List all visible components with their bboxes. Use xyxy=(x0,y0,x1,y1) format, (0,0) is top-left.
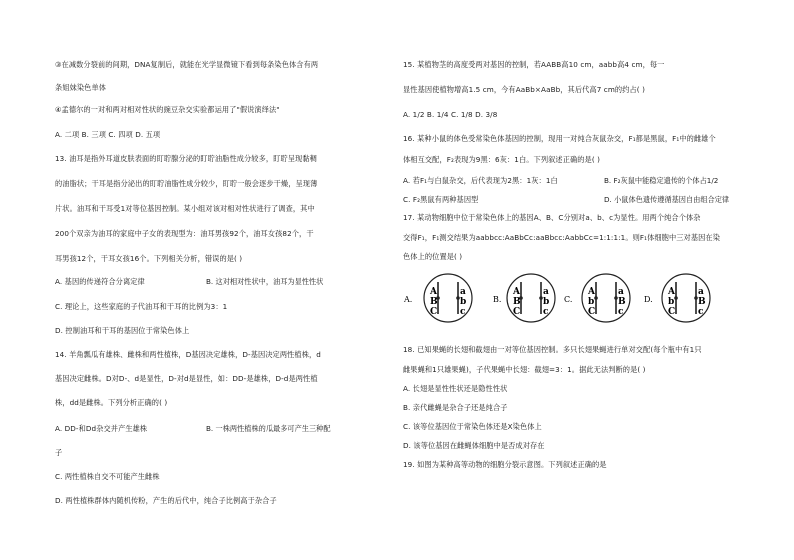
q13-stem-line-1: 13. 油耳是指外耳道皮肤表面的盯聍腺分泌的盯聍油脂性成分较多，盯聍呈现黏稠 xyxy=(55,154,317,163)
gene-label: c xyxy=(698,307,704,317)
gene-label: a xyxy=(698,287,704,297)
q17-stem-line-3: 色体上的位置是( ) xyxy=(403,252,463,261)
q18-option-c: C. 该等位基因位于常染色体还是X染色体上 xyxy=(403,422,542,431)
q15-stem-line-1: 15. 某植物茎的高度受两对基因的控制，若AABB高10 cm，aabb高4 cm，每一 xyxy=(403,60,665,69)
q12-statement-4: ④孟德尔的一对和两对相对性状的豌豆杂交实验都运用了"假说演绎法" xyxy=(55,105,280,114)
gene-label: C xyxy=(430,307,438,317)
q14-stem-line-2: 基因决定雌株。D对D-、d是显性，D-对d是显性，如：DD-是雄株，D-d是两性植 xyxy=(55,374,318,383)
gene-label: b xyxy=(588,297,595,307)
gene-label: a xyxy=(618,287,624,297)
q17-cell-b xyxy=(507,274,555,322)
gene-label: A xyxy=(668,287,675,297)
q13-option-d: D. 控制油耳和干耳的基因位于常染色体上 xyxy=(55,326,190,335)
gene-label: C xyxy=(588,307,596,317)
q18-option-d: D. 该等位基因在雌蝇体细胞中是否成对存在 xyxy=(403,441,545,450)
q13-stem-line-3: 片状。油耳和干耳受1对等位基因控制。某小组对该对相对性状进行了调查，其中 xyxy=(55,204,315,213)
gene-label: C xyxy=(513,307,521,317)
q15-options: A. 1/2 B. 1/4 C. 1/8 D. 3/8 xyxy=(403,110,498,119)
q18-option-b: B. 亲代雌蝇是杂合子还是纯合子 xyxy=(403,403,508,412)
q17-choice-letter-a: A. xyxy=(404,295,413,304)
q18-stem-line-1: 18. 已知果蝇的长翅和截翅由一对等位基因控制。多只长翅果蝇进行单对交配(每个瓶中有1只 xyxy=(403,345,702,354)
q16-stem-line-1: 16. 某种小鼠的体色受常染色体基因的控制，现用一对纯合灰鼠杂交，F₁都是黑鼠，F₁中的雌雄个 xyxy=(403,134,716,143)
gene-label: A xyxy=(513,287,520,297)
q17-choice-letter-c: C. xyxy=(564,295,573,304)
q13-option-c: C. 理论上，这些家庭的子代油耳和干耳的比例为3：1 xyxy=(55,302,228,311)
gene-label: a xyxy=(543,287,549,297)
q16-option-c: C. F₂黑鼠有两种基因型 xyxy=(403,195,479,204)
q17-stem-line-1: 17. 某动物细胞中位于常染色体上的基因A、B、C分别对a、b、c为显性。用两个纯合个体杂 xyxy=(403,213,701,222)
gene-label: C xyxy=(668,307,676,317)
q16-option-a: A. 若F₁与白鼠杂交，后代表现为2黑：1灰：1白 xyxy=(403,176,558,185)
q14-stem-line-1: 14. 羊角瓢瓜有雄株、雌株和两性植株，D基因决定雄株，D-基因决定两性植株，d xyxy=(55,350,321,359)
gene-label: b xyxy=(543,297,550,307)
q14-option-a: A. DD-和Dd杂交并产生雄株 xyxy=(55,424,148,433)
q17-cell-a xyxy=(424,274,472,322)
q16-stem-line-2: 体相互交配，F₂表现为9黑：6灰：1白。下列叙述正确的是( ) xyxy=(403,155,601,164)
q13-stem-line-5: 耳男孩12个，干耳女孩16个。下列相关分析，错误的是( ) xyxy=(55,254,243,263)
q14-option-b-continued: 子 xyxy=(55,448,63,457)
q17-choice-letter-d: D. xyxy=(644,295,653,304)
q12-statement-3-line-1: ③在减数分裂前的间期，DNA复制后，就能在光学显微镜下看到每条染色体含有两 xyxy=(55,60,319,69)
q13-option-b: B. 这对相对性状中，油耳为显性性状 xyxy=(206,277,324,286)
q17-choice-letter-b: B. xyxy=(493,295,502,304)
q16-option-d: D. 小鼠体色遗传遵循基因自由组合定律 xyxy=(604,195,730,204)
q18-option-a: A. 长翅是显性性状还是隐性性状 xyxy=(403,384,508,393)
q14-stem-line-3: 株，dd是雌株。下列分析正确的( ) xyxy=(55,398,168,407)
gene-label: A xyxy=(430,287,437,297)
q16-option-b: B. F₂灰鼠中能稳定遗传的个体占1/2 xyxy=(604,176,719,185)
q19-stem: 19. 如图为某种高等动物的细胞分裂示意图。下列叙述正确的是 xyxy=(403,460,607,469)
gene-label: B xyxy=(698,297,706,307)
q14-option-d: D. 两性植株群体内随机传粉，产生的后代中，纯合子比例高于杂合子 xyxy=(55,496,277,505)
q14-option-b: B. 一株两性植株的瓜最多可产生三种配 xyxy=(206,424,331,433)
gene-label: A xyxy=(588,287,595,297)
q17-cell-c xyxy=(582,274,630,322)
gene-label: a xyxy=(460,287,466,297)
gene-label: B xyxy=(430,297,438,307)
q12-statement-3-line-2: 条姐妹染色单体 xyxy=(55,83,107,92)
q18-stem-line-2: 雌果蝇和1只雄果蝇)，子代果蝇中长翅：截翅=3：1。据此无法判断的是( ) xyxy=(403,365,646,374)
gene-label: b xyxy=(668,297,675,307)
q14-option-c: C. 两性植株自交不可能产生雌株 xyxy=(55,472,160,481)
q13-option-a: A. 基因的传递符合分离定律 xyxy=(55,277,145,286)
q12-options: A. 二项 B. 三项 C. 四项 D. 五项 xyxy=(55,130,161,139)
gene-label: B xyxy=(513,297,521,307)
gene-label: b xyxy=(460,297,467,307)
gene-label: B xyxy=(618,297,626,307)
q13-stem-line-4: 200个双亲为油耳的家庭中子女的表现型为：油耳男孩92个，油耳女孩82个，干 xyxy=(55,229,314,238)
q15-stem-line-2: 显性基因使植物增高1.5 cm，今有AaBb×AaBb，其后代高7 cm的约占( ) xyxy=(403,85,645,94)
gene-label: c xyxy=(618,307,624,317)
q17-stem-line-2: 交得F₁，F₁测交结果为aabbcc:AaBbCc:aaBbcc:AabbCc=1:1:1:1。则F₁体细胞中三对基因在染 xyxy=(403,233,720,242)
gene-label: c xyxy=(543,307,549,317)
gene-label: c xyxy=(460,307,466,317)
q17-cell-d xyxy=(662,274,710,322)
q13-stem-line-2: 的油脂状；干耳是指分泌出的盯聍油脂性成分较少，盯聍一般会逐步干燥，呈现薄 xyxy=(55,179,318,188)
